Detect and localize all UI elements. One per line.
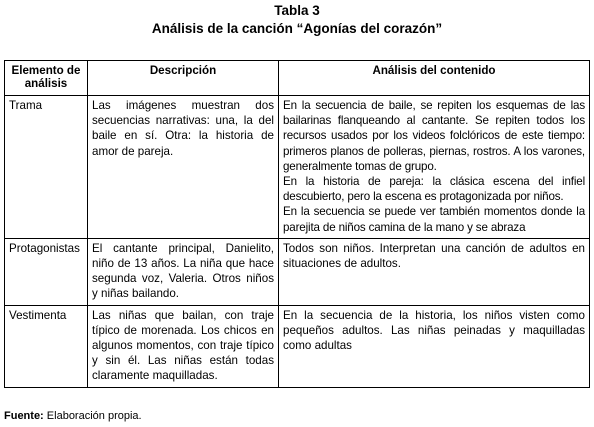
header-analisis: Análisis del contenido bbox=[279, 61, 590, 96]
analysis-paragraph: En la secuencia de baile, se repiten los esquemas de las bailarinas flanqueando al cantante. Se repiten todos los recursos usados por los videos folclóricos de este tiempo: primeros planos de polleras, piernas, rostros. A los varones, generalmente tomas de grupo. bbox=[283, 99, 585, 173]
row-element: Trama bbox=[5, 96, 88, 239]
analysis-paragraph: En la secuencia de la historia, los niños visten como pequeños adultos. Las niñas peinadas y maquilladas como adultas bbox=[283, 308, 585, 353]
row-element: Protagonistas bbox=[5, 238, 88, 305]
table-row-trama bbox=[5, 96, 590, 239]
source-text: Elaboración propia. bbox=[46, 410, 142, 422]
analysis-paragraph: Todos son niños. Interpretan una canción de adultos en situaciones de adultos. bbox=[283, 241, 585, 271]
row-description: Las niñas que bailan, con traje típico de morenada. Los chicos en algunos momentos, con traje típico y sin él. Las niñas están todas claramente maquilladas. bbox=[88, 305, 279, 387]
row-element: Vestimenta bbox=[5, 305, 88, 387]
row-description: El cantante principal, Danielito, niño de 13 años. La niña que hace segunda voz, Valeria. Otros niños y niñas bailando. bbox=[88, 238, 279, 305]
analysis-table bbox=[4, 60, 590, 388]
header-descripcion: Descripción bbox=[88, 61, 279, 96]
analysis-paragraph: En la historia de pareja: la clásica escena del infiel descubierto, pero la escena es protagonizada por niños. bbox=[283, 175, 585, 204]
table-row-protagonistas bbox=[5, 238, 590, 305]
table-header-row bbox=[5, 61, 590, 96]
source-note bbox=[4, 409, 142, 423]
table-subtitle: Análisis de la canción “Agonías del corazón” bbox=[151, 21, 443, 36]
source-label: Fuente: bbox=[4, 410, 44, 422]
row-description: Las imágenes muestran dos secuencias narrativas: una, la del baile en sí. Otra: la historia de amor de pareja. bbox=[88, 96, 279, 239]
row-analysis bbox=[279, 238, 590, 305]
row-analysis bbox=[279, 96, 590, 239]
table-row-vestimenta bbox=[5, 305, 590, 387]
analysis-paragraph: En la secuencia se puede ver también momentos donde la parejita de niños camina de la mano y se abraza bbox=[283, 205, 585, 234]
row-analysis bbox=[279, 305, 590, 387]
header-elemento: Elemento de análisis bbox=[5, 61, 88, 96]
table-title: Tabla 3 bbox=[274, 3, 320, 18]
